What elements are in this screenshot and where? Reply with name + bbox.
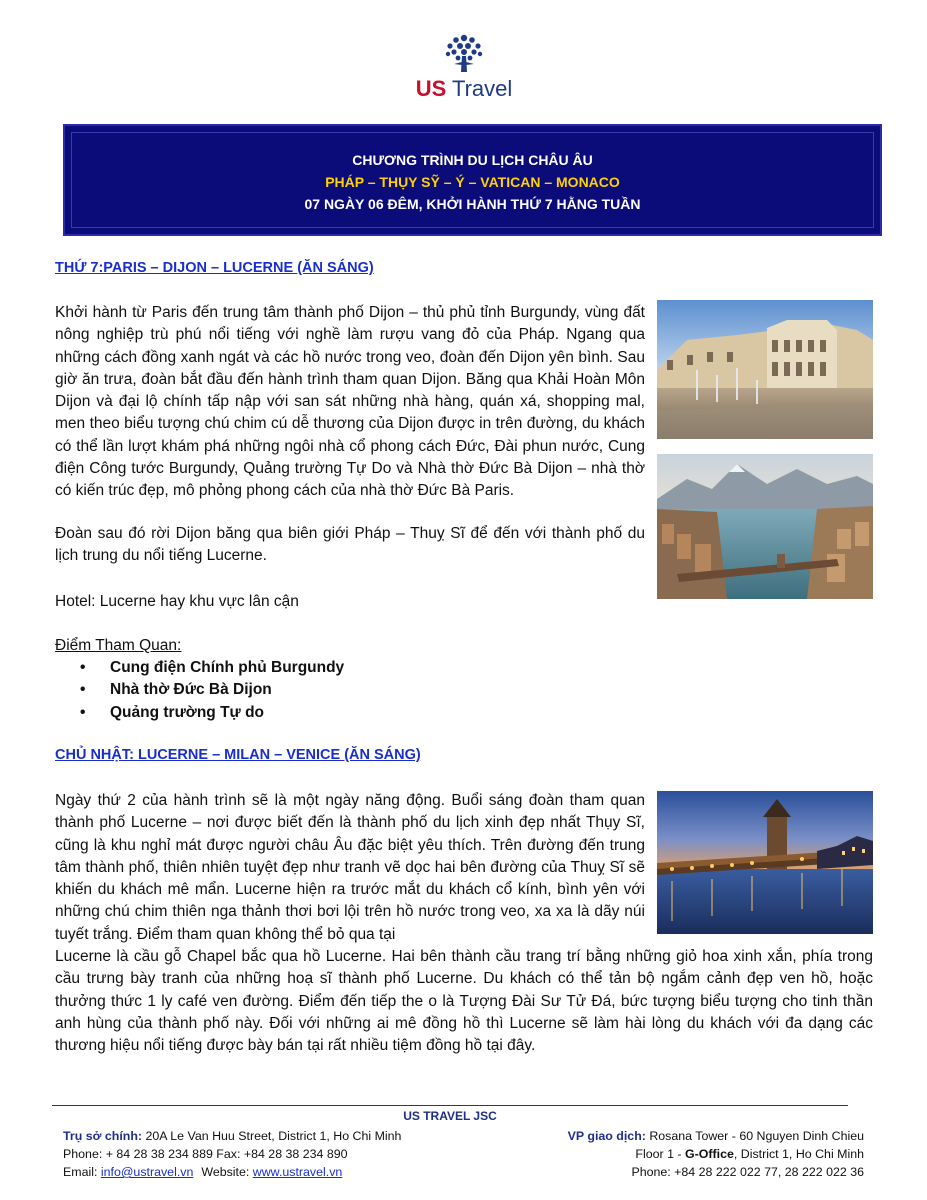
- bullet-icon: •: [80, 703, 86, 721]
- logo-wordmark: US Travel: [415, 76, 513, 101]
- program-banner: [63, 124, 882, 236]
- day2-heading: CHỦ NHẬT: LUCERNE – MILAN – VENICE (ĂN SÁNG): [55, 747, 421, 763]
- tree-people-icon: [442, 32, 486, 76]
- office-label: VP giao dịch:: [567, 1129, 646, 1143]
- lucerne-lake-photo: [657, 454, 873, 599]
- office-building: G-Office: [684, 1147, 734, 1161]
- day2-description-continued: Lucerne là cầu gỗ Chapel bắc qua hồ Lucerne. Hai bên thành cầu trang trí bằng những giỏ hoa xinh xắn, phía trong cầu trưng bày tranh của những hoạ sĩ thành phố Lucerne. Du khách có thể tản bộ ngắm cảnh đẹp ven hồ, hoặc thưởng thức 1 ly café ven đường. Điểm đến tiếp the o là Tượng Đài Sư Tử Đá, bức tượng biểu tượng cho tinh thần anh hùng của thành phố này. Đối với những ai mê đồng hồ thì Lucerne sẽ làm hài lòng du khách với đa dạng các thương hiệu nổi tiếng được bày bán tại rất nhiều tiệm đồng hồ tại đây.: [55, 948, 873, 1055]
- day1-description-continued: Đoàn sau đó rời Dijon băng qua biên giới Pháp – Thuỵ Sĩ để đến với thành phố du lịch trung du nổi tiếng Lucerne.: [55, 525, 645, 565]
- footer-divider: [52, 1105, 848, 1106]
- company-logo: [408, 32, 520, 102]
- office-address: Rosana Tower - 60 Nguyen Dinh Chieu: [645, 1129, 864, 1143]
- website-link[interactable]: www.ustravel.vn: [252, 1165, 343, 1179]
- day1-heading: THỨ 7:PARIS – DIJON – LUCERNE (ĂN SÁNG): [55, 260, 374, 276]
- bullet-icon: •: [80, 681, 86, 699]
- sights-list: [80, 657, 344, 724]
- chapel-bridge-photo: [657, 791, 873, 934]
- day2-description: Ngày thứ 2 của hành trình sẽ là một ngày năng động. Buổi sáng đoàn tham quan thành phố Lucerne – nơi được biết đến là thành phố du lịch xinh đẹp nhất Thụy Sĩ, cũng là khu nghỉ mát được người châu Âu đặc biệt yêu thích. Trên đường đến trung tâm thành phố, thiên nhiên tuyệt đẹp như tranh vẽ dọc hai bên đường của Thuỵ Sĩ sẽ khiến du khách mê mẩn. Lucerne hiện ra trước mắt du khách cổ kính, bình yên với những chú chim thiên nga thảnh thơi bơi lội trên hồ nước trong veo, xa xa là dãy núi tuyết trắng. Điểm tham quan không thể bỏ qua tại: [55, 792, 645, 943]
- list-item: • Cung điện Chính phủ Burgundy: [80, 657, 344, 679]
- list-item: • Quảng trường Tự do: [80, 702, 344, 724]
- banner-route: PHÁP – THỤY SỸ – Ý – VATICAN – MONACO: [325, 174, 620, 190]
- footer-company-name: US TRAVEL JSC: [403, 1109, 497, 1123]
- footer-trading-office: [500, 1127, 864, 1181]
- email-label: Email:: [63, 1165, 101, 1179]
- sights-label: Điểm Tham Quan:: [55, 637, 182, 654]
- footer-head-office: [63, 1127, 401, 1181]
- bullet-icon: •: [80, 659, 86, 676]
- dijon-square-photo: [657, 300, 873, 439]
- website-label: Website:: [201, 1165, 253, 1179]
- email-link[interactable]: info@ustravel.vn: [100, 1165, 194, 1179]
- phone-fax: Phone: + 84 28 38 234 889 Fax: +84 28 38 234 890: [63, 1147, 348, 1161]
- hq-label: Trụ sở chính:: [63, 1129, 143, 1143]
- office-district: , District 1, Ho Chi Minh: [733, 1147, 864, 1161]
- day1-hotel: Hotel: Lucerne hay khu vực lân cận: [55, 593, 299, 610]
- hq-address: 20A Le Van Huu Street, District 1, Ho Chi Minh: [142, 1129, 402, 1143]
- office-phone: Phone: +84 28 222 022 77, 28 222 022 36: [631, 1165, 864, 1179]
- list-item: • Nhà thờ Đức Bà Dijon: [80, 679, 344, 701]
- banner-duration: 07 NGÀY 06 ĐÊM, KHỞI HÀNH THỨ 7 HẰNG TUẦN: [304, 196, 641, 212]
- day1-description: Khởi hành từ Paris đến trung tâm thành phố Dijon – thủ phủ tỉnh Burgundy, vùng đất nông nghiệp trù phú nổi tiếng với nghề làm rượu vang đỏ của Pháp. Ngang qua những cách đồng xanh ngát và các hồ nước trong veo, đoàn đến Dijon yên bình. Sau giờ ăn trưa, đoàn bắt đầu đến hành trình tham quan Dijon. Băng qua Khải Hoàn Môn Dijon và đại lộ chính tấp nập với san sát những nhà hàng, quán xá, shopping mal, men theo biểu tượng chú chim cú dễ thương của Dijon được in trên đường, du khách có thể lần lượt khám phá những ngôi nhà cổ phong cách Đức, Đài phun nước, Cung điện Công tước Burgundy, Quảng trường Tự Do và Nhà thờ Đức Bà Dijon – nhà thờ có kiến trúc đẹp, mô phỏng phong cách của nhà thờ Đức Bà Paris.: [55, 304, 645, 500]
- banner-title: CHƯƠNG TRÌNH DU LỊCH CHÂU ÂU: [352, 152, 593, 168]
- office-floor: Floor 1 -: [635, 1147, 685, 1161]
